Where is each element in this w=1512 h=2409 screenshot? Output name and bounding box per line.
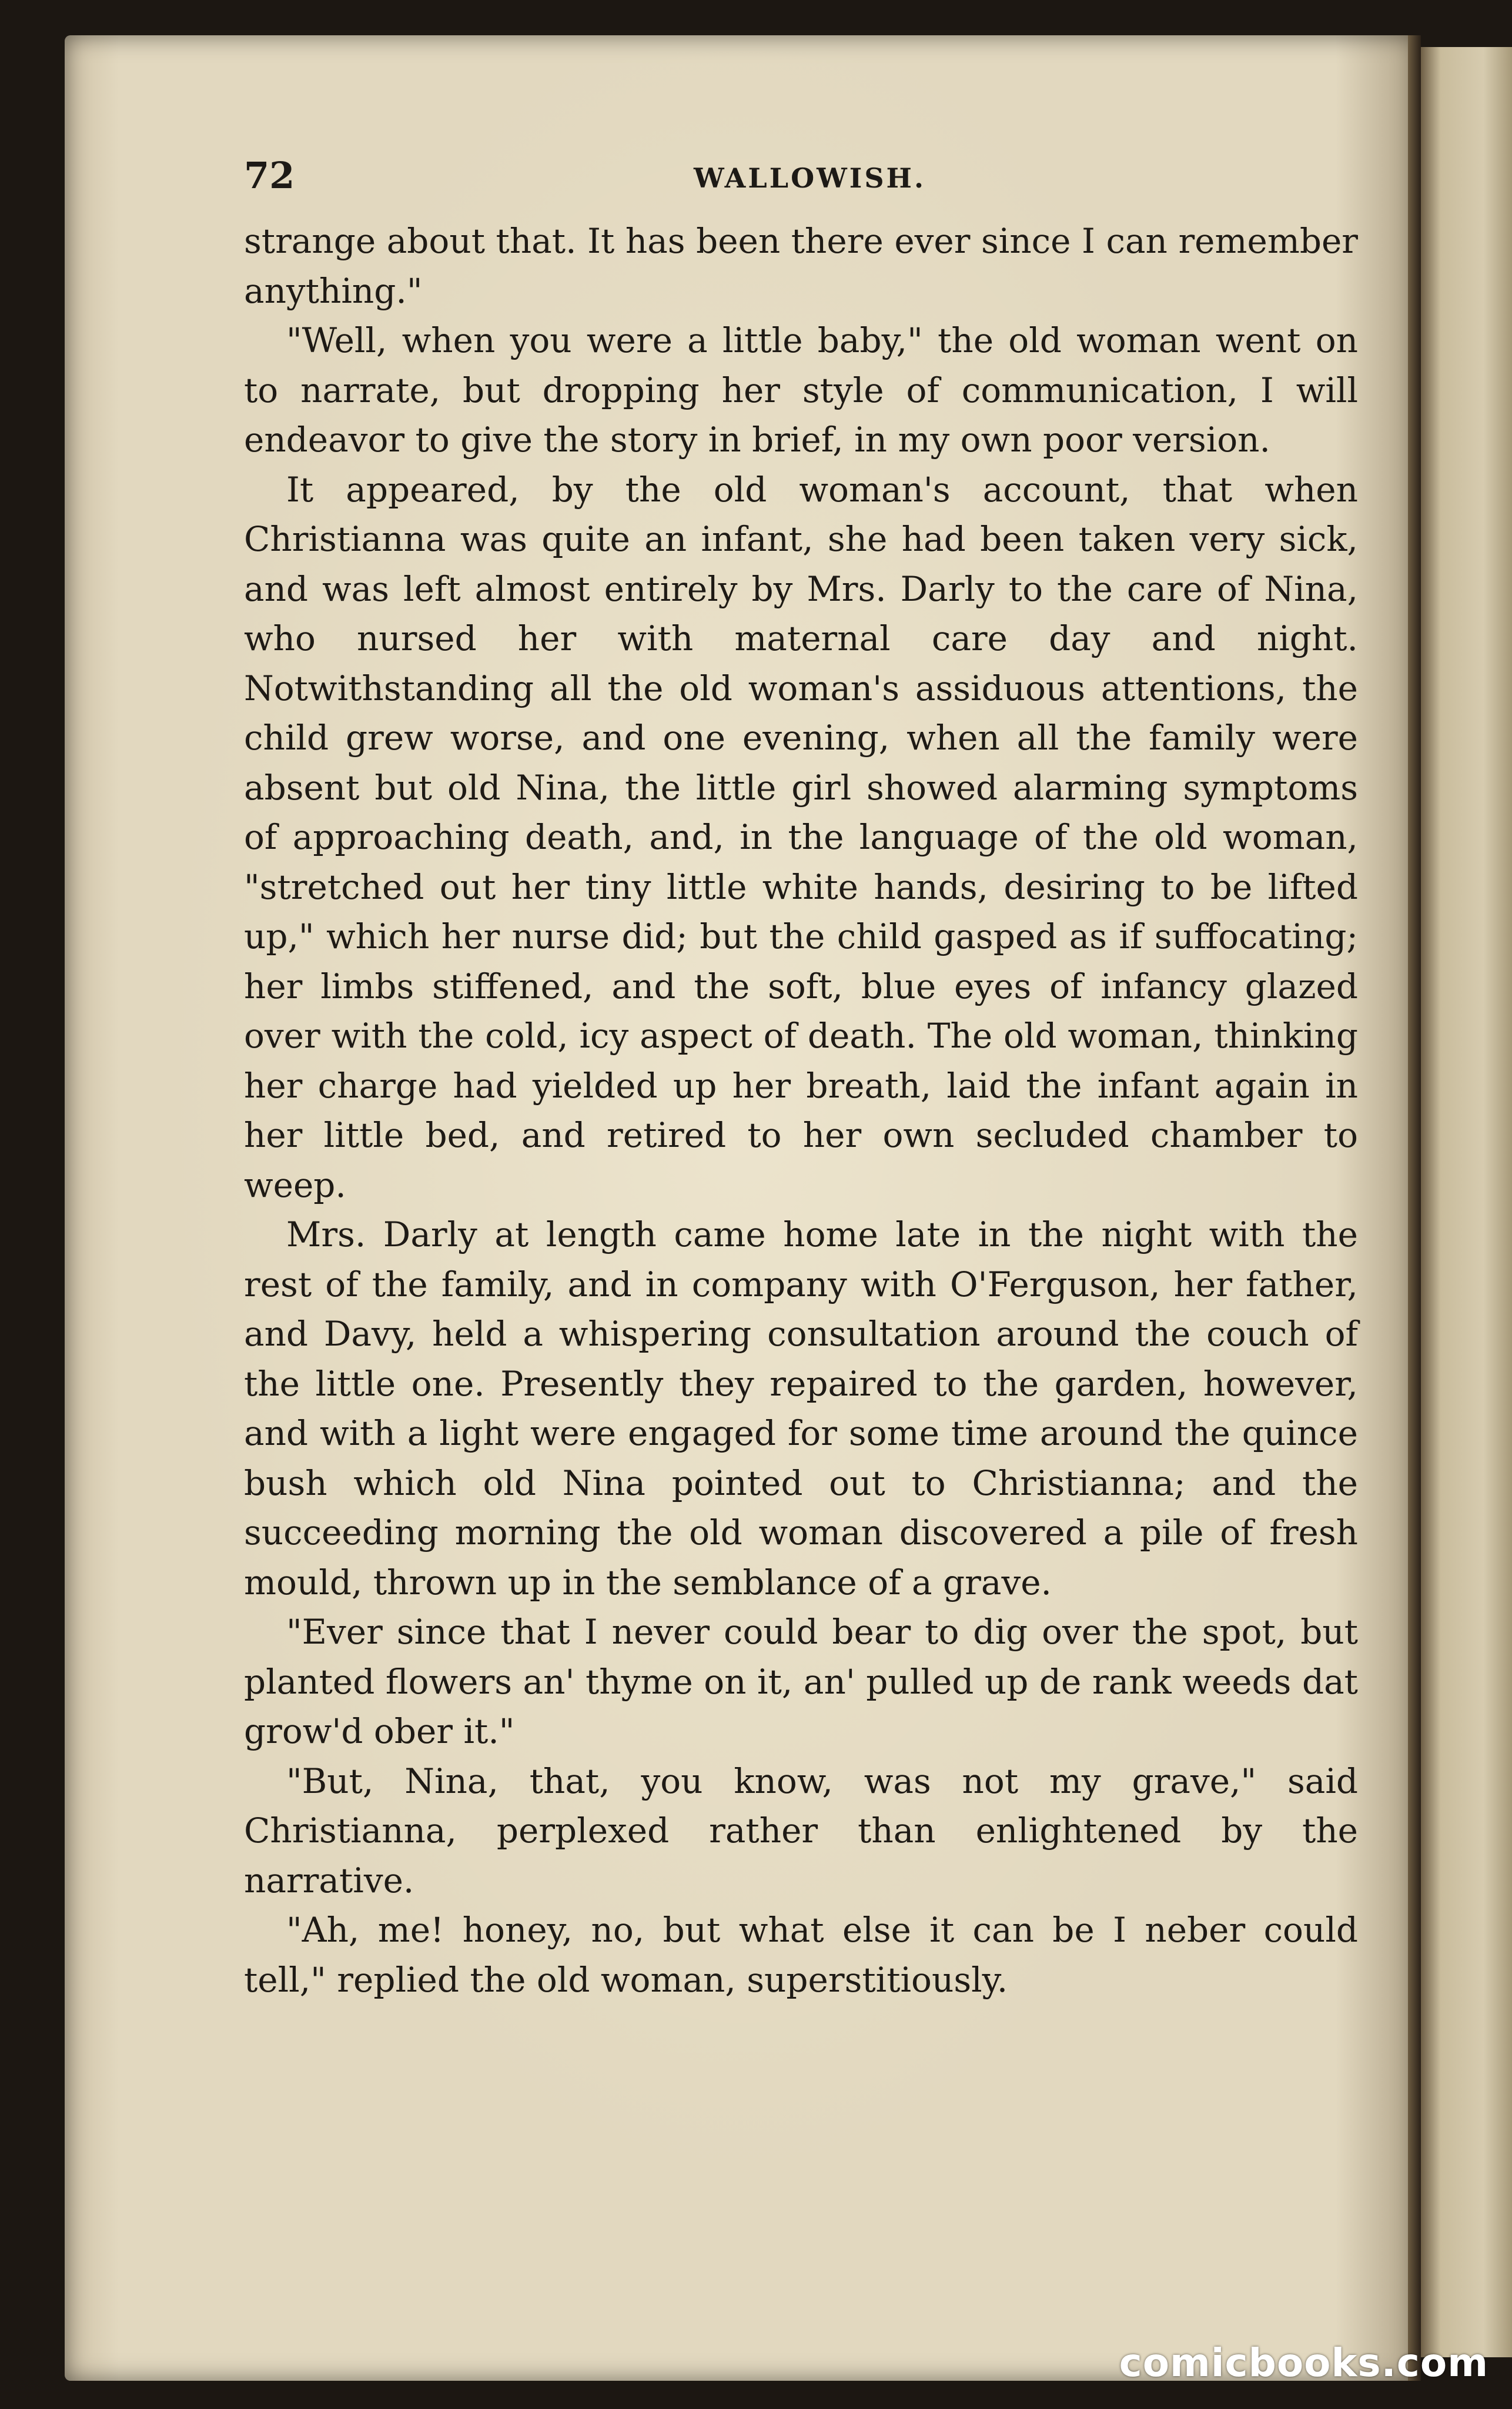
paragraph-5: "Ever since that I never could bear to dig over the spot, but planted flowers an' thyme on it, an' pulled up de rank weeds dat grow'd ober it." — [244, 1612, 1358, 1751]
running-head: WALLOWISH. — [693, 162, 926, 194]
paragraph-1: strange about that. It has been there ever since I can remember anything." — [244, 221, 1358, 311]
watermark: comicbooks.com — [1119, 2340, 1488, 2385]
paragraph-7: "Ah, me! honey, no, but what else it can be I neber could tell," replied the old woman, superstitiously. — [244, 1910, 1358, 2000]
page-number: 72 — [244, 154, 295, 197]
paragraph-6: "But, Nina, that, you know, was not my grave," said Christianna, perplexed rather than enlightened by the narrative. — [244, 1761, 1358, 1901]
body-text — [244, 216, 1358, 2005]
paragraph-3: It appeared, by the old woman's account, that when Christianna was quite an infant, she had been taken very sick, and was left almost entirely by Mrs. Darly to the care of Nina, who nursed her with maternal care day and night. Notwithstanding all the old woman's assiduous attentions, the child grew worse, and one evening, when all the family were absent but old Nina, the little girl showed alarming symptoms of approaching death, and, in the language of the old woman, "stretched out her tiny little white hands, desiring to be lifted up," which her nurse did; but the child gasped as if suffocating; her limbs stiffened, and the soft, blue eyes of infancy glazed over with the cold, icy aspect of death. The old woman, thinking her charge had yielded up her breath, laid the infant again in her little bed, and retired to her own secluded chamber to weep. — [244, 469, 1358, 1205]
facing-page-edge — [1417, 47, 1512, 2357]
page-header — [244, 154, 1376, 201]
paragraph-2: "Well, when you were a little baby," the old woman went on to narrate, but dropping her style of communication, I will endeavor to give the story in brief, in my own poor version. — [244, 320, 1358, 460]
paragraph-4: Mrs. Darly at length came home late in the night with the rest of the family, and in company with O'Ferguson, her father, and Davy, held a whispering consultation around the couch of the little one. Presently they repaired to the garden, however, and with a light were engaged for some time around the quince bush which old Nina pointed out to Christianna; and the succeeding morning the old woman discovered a pile of fresh mould, thrown up in the semblance of a grave. — [244, 1214, 1358, 1602]
book-gutter — [1408, 35, 1421, 2381]
